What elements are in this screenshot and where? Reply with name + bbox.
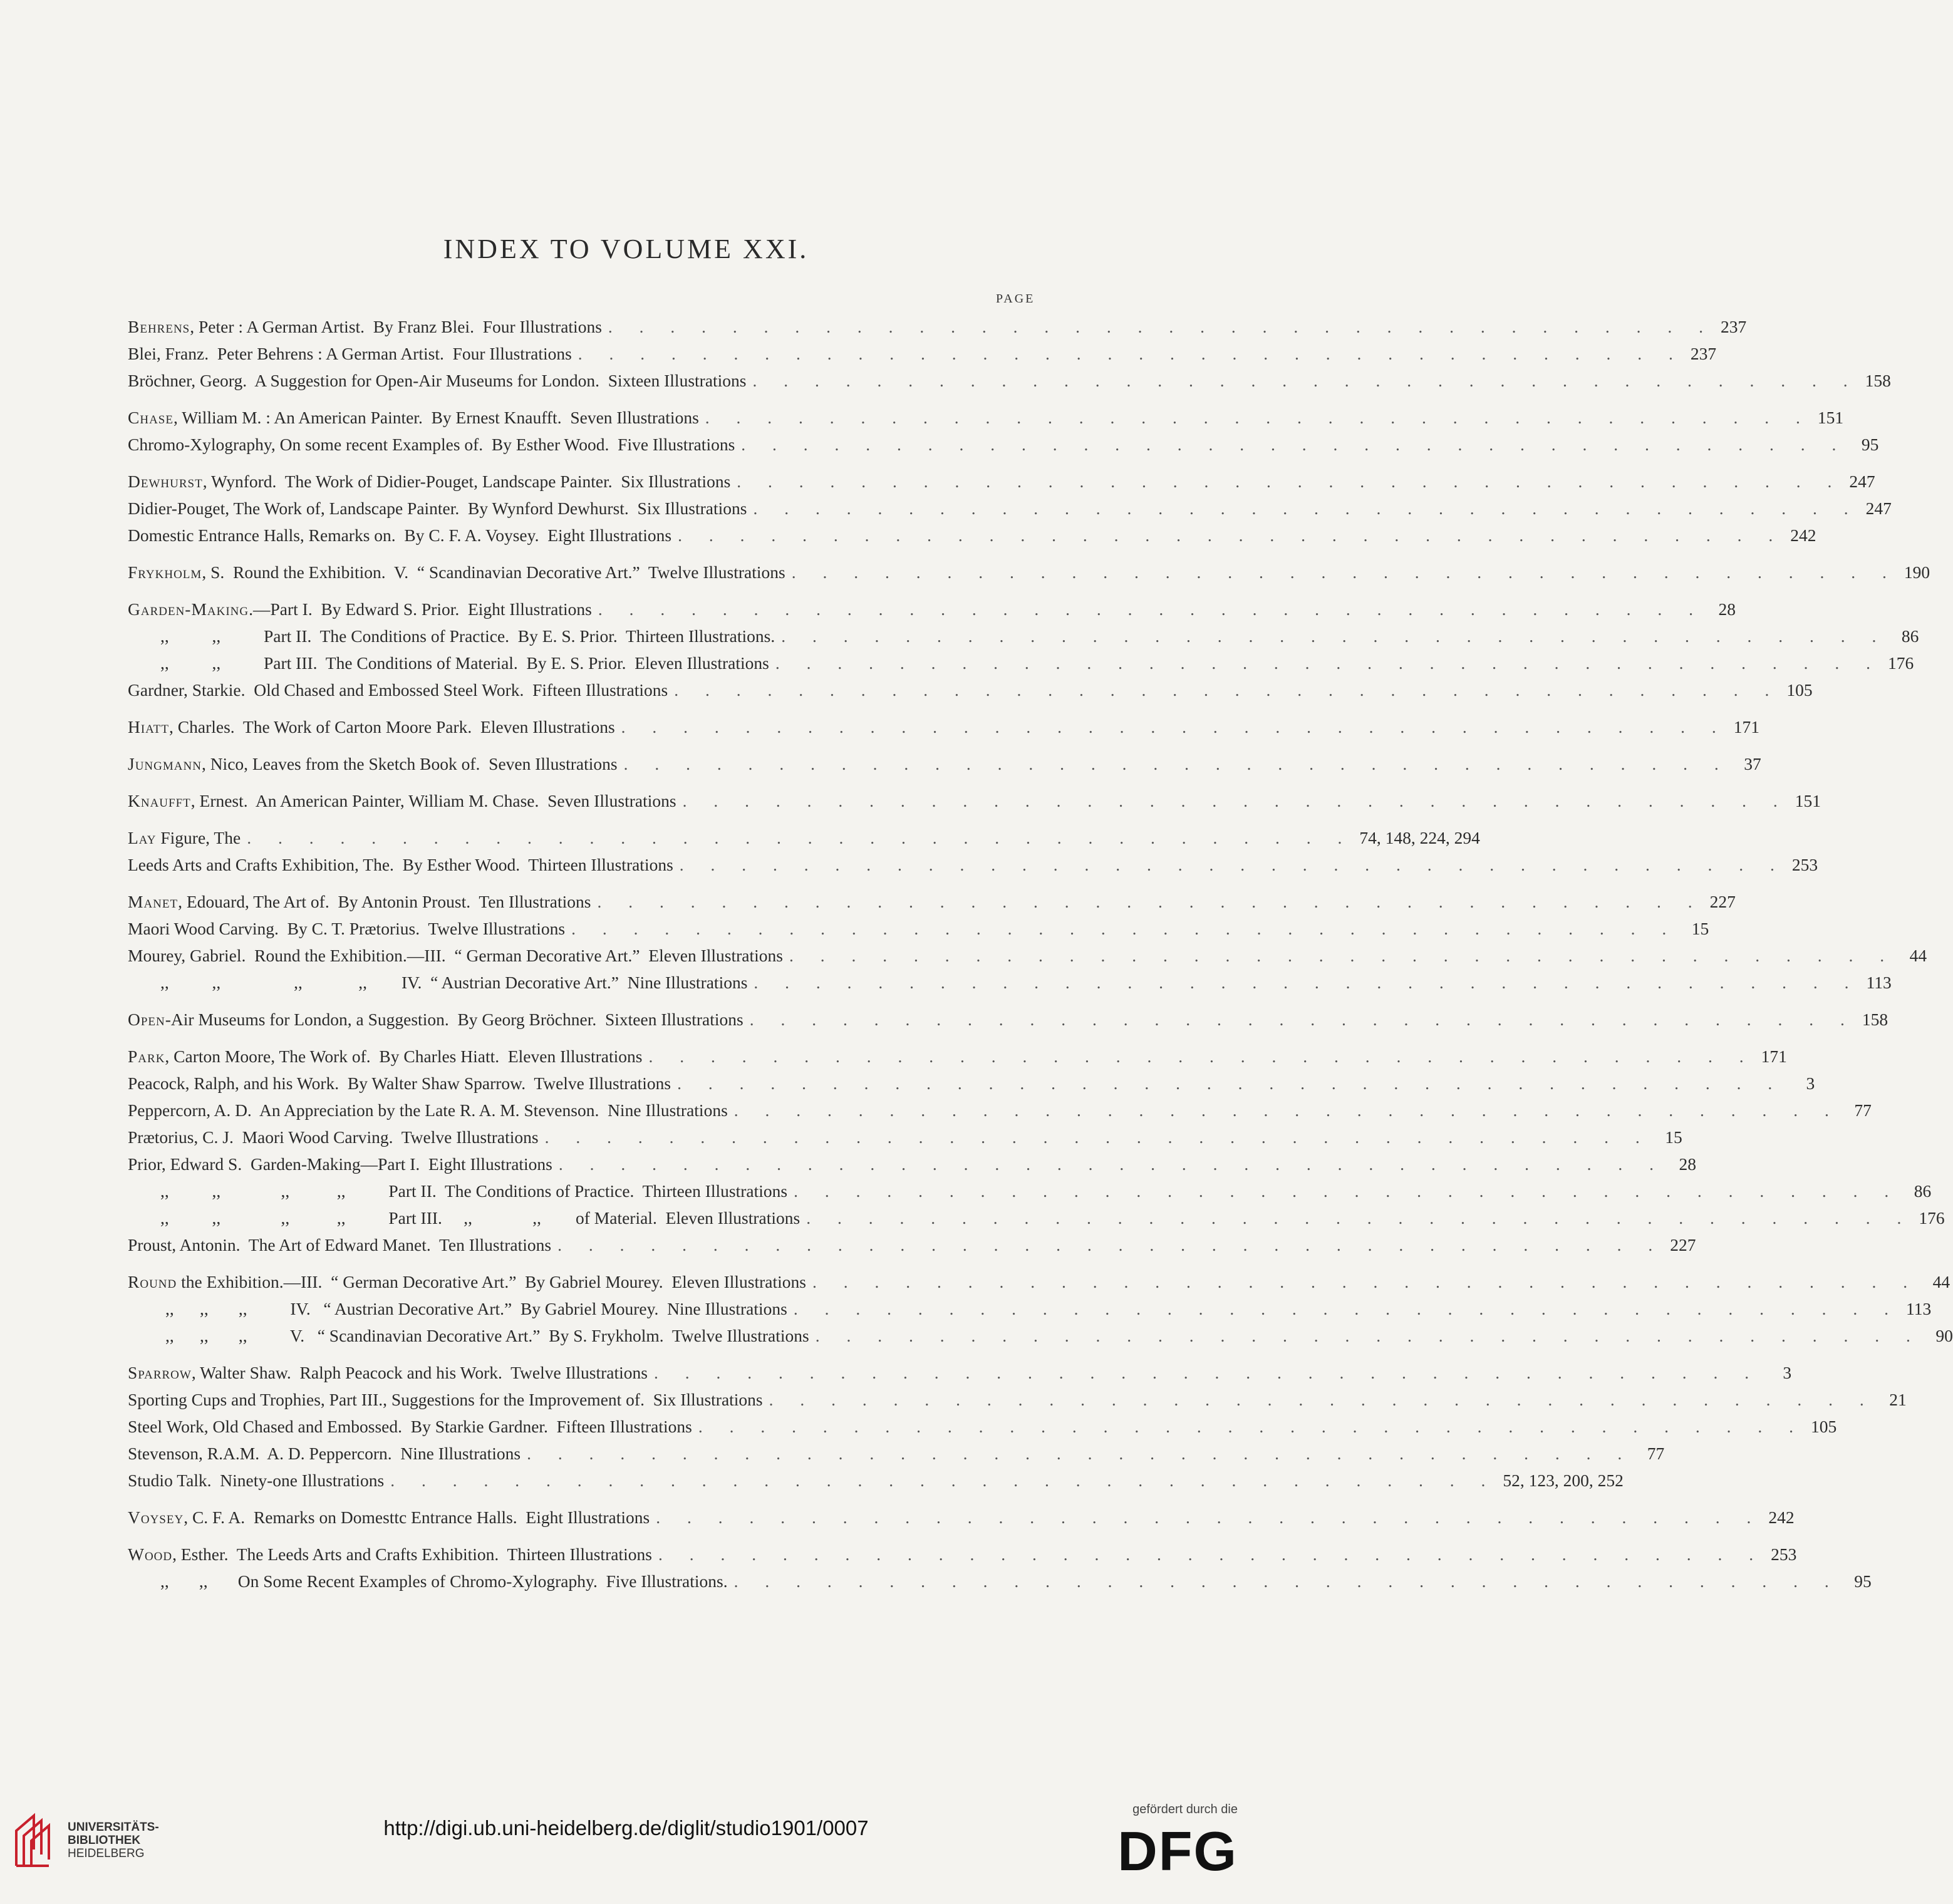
entry-text <box>128 915 565 942</box>
leader-dots: . . . . . . . . . . . . . . . . . . . . . . . . . . . . . . . . . . . . <box>769 1390 1875 1409</box>
entry-text <box>128 824 241 851</box>
leader-dots: . . . . . . . . . . . . . . . . . . . . . . . . . . . . . . . . . . . . <box>812 1272 1919 1291</box>
entry-description: Mourey, Gabriel. Round the Exhibition.—III. “ German Decorative Art.” Eleven Illustrations <box>128 946 783 965</box>
index-entry <box>128 1151 1697 1177</box>
index-entry <box>128 1043 1787 1070</box>
page-number: 237 <box>1690 344 1717 363</box>
entry-text <box>128 1231 551 1258</box>
leader-dots: . . . . . . . . . . . . . . . . . . . . . . . . . . . . . . . . . . . . <box>775 653 1882 673</box>
index-entry <box>128 1295 1932 1322</box>
leader-dots: . . . . . . . . . . . . . . . . . . . . . . . . . . . . . . . . . . . . <box>698 1417 1805 1436</box>
page-number: 176 <box>1887 653 1914 673</box>
page-number: 86 <box>1914 1181 1932 1201</box>
leader-dots: . . . . . . . . . . . . . . . . . . . . . . . . . . . . . . . . . . . . <box>608 317 1715 336</box>
entry-description: , Charles. The Work of Carton Moore Park. Eleven Illustrations <box>169 717 615 737</box>
page-number: 44 <box>1909 946 1927 965</box>
page-number: 247 <box>1849 472 1875 491</box>
entry-description: Steel Work, Old Chased and Embossed. By Starkie Gardner. Fifteen Illustrations <box>128 1417 692 1436</box>
leader-dots: . . . . . . . . . . . . . . . . . . . . . . . . . . . . . . . . . . . . <box>578 344 1684 363</box>
entry-text <box>128 1177 787 1204</box>
index-entry <box>128 1504 1795 1531</box>
page-number: 242 <box>1790 525 1816 545</box>
index-group <box>128 888 1927 996</box>
index-group <box>128 1268 1953 1349</box>
page-number: 21 <box>1889 1390 1907 1409</box>
index-entry <box>128 649 1914 676</box>
dfg-logo[interactable]: DFG <box>1117 1820 1238 1882</box>
entry-description: Peacock, Ralph, and his Work. By Walter Shaw Sparrow. Twelve Illustrations <box>128 1074 671 1093</box>
entry-text <box>128 1413 692 1440</box>
entry-description: ,, ,, Part III. The Conditions of Material. By E. S. Prior. Eleven Illustrations <box>160 653 769 673</box>
entry-description: , William M. : An American Painter. By Ernest Knaufft. Seven Illustrations <box>173 408 699 427</box>
leader-dots: . . . . . . . . . . . . . . . . . . . . . . . . . . . . . . . . . . . . <box>557 1235 1664 1255</box>
entry-description: Gardner, Starkie. Old Chased and Embossed Steel Work. Fifteen Illustrations <box>128 680 668 700</box>
index-entry <box>128 1124 1682 1151</box>
entry-text <box>128 1568 728 1595</box>
entry-heading: Frykholm <box>128 562 202 582</box>
entry-description: the Exhibition.—III. “ German Decorative Art.” By Gabriel Mourey. Eleven Illustrations <box>177 1272 806 1291</box>
entry-text <box>128 559 785 586</box>
entry-text <box>128 851 673 878</box>
leader-dots: . . . . . . . . . . . . . . . . . . . . . . . . . . . . . . . . . . . . <box>806 1208 1913 1228</box>
entry-text <box>128 649 769 676</box>
entry-text <box>128 404 699 431</box>
index-entry <box>128 1413 1837 1440</box>
page-number: 176 <box>1919 1208 1945 1228</box>
index-entry <box>128 1097 1872 1124</box>
entry-text <box>128 623 775 649</box>
index-group <box>128 824 1818 878</box>
index-group <box>128 313 1891 394</box>
entry-description: Sporting Cups and Trophies, Part III., Suggestions for the Improvement of. Six Illustrations <box>128 1390 763 1409</box>
entry-text <box>128 1097 728 1124</box>
page-number: 190 <box>1904 562 1930 582</box>
entry-description: ,, ,, ,, ,, Part III. ,, ,, of Material. Eleven Illustrations <box>160 1208 800 1228</box>
page-number: 105 <box>1810 1417 1837 1436</box>
index-entry <box>128 824 1480 851</box>
index-entries <box>128 313 1953 1605</box>
entry-text <box>128 340 572 367</box>
page-number: 95 <box>1861 435 1879 454</box>
entry-description: Proust, Antonin. The Art of Edward Manet. Ten Illustrations <box>128 1235 552 1255</box>
page-number: 77 <box>1854 1100 1872 1120</box>
entry-description: Peppercorn, A. D. An Appreciation by the Late R. A. M. Stevenson. Nine Illustrations <box>128 1100 728 1120</box>
index-entry <box>128 623 1919 649</box>
entry-text <box>128 1204 800 1231</box>
entry-heading: Manet <box>128 892 179 911</box>
entry-text <box>128 495 747 522</box>
page-number: 3 <box>1806 1074 1815 1093</box>
index-group <box>128 1043 1945 1258</box>
index-entry <box>128 313 1747 340</box>
entry-text <box>128 713 615 740</box>
entry-text <box>128 787 676 814</box>
page-number: 37 <box>1744 754 1761 773</box>
index-entry <box>128 1231 1696 1258</box>
page-number: 227 <box>1709 892 1736 911</box>
page-number: 3 <box>1783 1363 1792 1382</box>
entry-text <box>128 367 747 394</box>
leader-dots: . . . . . . . . . . . . . . . . . . . . . . . . . . . . . . . . . . . . <box>749 1010 1856 1029</box>
entry-text <box>128 888 591 915</box>
entry-text <box>128 1467 384 1494</box>
leader-dots: . . . . . . . . . . . . . . . . . . . . . . . . . . . . . . . . . . . . <box>679 855 1786 874</box>
entry-description: ,, ,, ,, ,, IV. “ Austrian Decorative Art.” Nine Illustrations <box>160 973 748 992</box>
entry-heading: Voysey <box>128 1508 184 1527</box>
leader-dots: . . . . . . . . . . . . . . . . . . . . . . . . . . . . . . . . . . . . <box>793 1299 1900 1318</box>
leader-dots: . . . . . . . . . . . . . . . . . . . . . . . . . . . . . . . . . . . . <box>781 626 1888 646</box>
index-entry <box>128 522 1816 549</box>
leader-dots: . . . . . . . . . . . . . . . . . . . . . . . . . . . . . . . . . . . . <box>527 1444 1634 1463</box>
page-number: 253 <box>1771 1544 1797 1564</box>
index-group <box>128 1504 1795 1531</box>
page-number: 15 <box>1691 919 1709 938</box>
page-number: 74, 148, 224, 294 <box>1359 828 1480 847</box>
index-entry <box>128 431 1879 458</box>
entry-text <box>128 1440 521 1467</box>
entry-heading: Jungmann <box>128 754 202 773</box>
entry-description: Didier-Pouget, The Work of, Landscape Painter. By Wynford Dewhurst. Six Illustrations <box>128 499 747 518</box>
entry-text <box>128 313 602 340</box>
entry-description: Studio Talk. Ninety-one Illustrations <box>128 1471 385 1490</box>
entry-heading: Dewhurst <box>128 472 203 491</box>
leader-dots: . . . . . . . . . . . . . . . . . . . . . . . . . . . . . . . . . . . . <box>737 472 1843 491</box>
entry-description: ,, ,, On Some Recent Examples of Chromo-Xylography. Five Illustrations. <box>160 1571 728 1591</box>
entry-description: , Esther. The Leeds Arts and Crafts Exhibition. Thirteen Illustrations <box>172 1544 652 1564</box>
index-group <box>128 596 1919 703</box>
page-number: 86 <box>1901 626 1919 646</box>
entry-heading: Wood <box>128 1544 173 1564</box>
entry-text <box>128 1541 652 1568</box>
index-entry <box>128 367 1891 394</box>
entry-text <box>128 468 730 495</box>
leader-dots: . . . . . . . . . . . . . . . . . . . . . . . . . . . . . . . . . . . . <box>621 717 1728 737</box>
entry-description: Prætorius, C. J. Maori Wood Carving. Twelve Illustrations <box>128 1127 539 1147</box>
index-entry <box>128 1568 1872 1595</box>
index-entry <box>128 750 1761 777</box>
leader-dots: . . . . . . . . . . . . . . . . . . . . . . . . . . . . . . . . . . . . <box>791 562 1898 582</box>
leader-dots: . . . . . . . . . . . . . . . . . . . . . . . . . . . . . . . . . . . . <box>794 1181 1900 1201</box>
index-entry <box>128 1070 1815 1097</box>
leader-dots: . . . . . . . . . . . . . . . . . . . . . . . . . . . . . . . . . . . . <box>677 1074 1784 1093</box>
entry-description: , Peter : A German Artist. By Franz Blei. Four Illustrations <box>190 317 602 336</box>
index-entry <box>128 1268 1950 1295</box>
index-group <box>128 713 1760 740</box>
index-group <box>128 468 1892 549</box>
leader-dots: . . . . . . . . . . . . . . . . . . . . . . . . . . . . . . . . . . . . <box>648 1047 1755 1066</box>
index-entry <box>128 888 1736 915</box>
entry-text <box>128 1124 539 1151</box>
entry-description: Leeds Arts and Crafts Exhibition, The. By Esther Wood. Thirteen Illustrations <box>128 855 673 874</box>
index-group <box>128 1006 1888 1033</box>
index-entry <box>128 713 1760 740</box>
page-column-header: PAGE <box>996 292 1035 306</box>
entry-text <box>128 1504 650 1531</box>
page-number: 247 <box>1865 499 1892 518</box>
library-name-line-1: UNIVERSITÄTS- <box>68 1821 159 1834</box>
library-name-line-2: BIBLIOTHEK <box>68 1834 141 1847</box>
index-entry <box>128 468 1875 495</box>
index-entry <box>128 942 1927 969</box>
entry-description: , S. Round the Exhibition. V. “ Scandinavian Decorative Art.” Twelve Illustrations <box>202 562 785 582</box>
source-url-link[interactable]: http://digi.ub.uni-heidelberg.de/diglit/studio1901/0007 <box>383 1816 869 1839</box>
entry-text <box>128 596 592 623</box>
entry-description: , Wynford. The Work of Didier-Pouget, Landscape Painter. Six Illustrations <box>202 472 731 491</box>
leader-dots: . . . . . . . . . . . . . . . . . . . . . . . . . . . . . . . . . . . . <box>678 525 1785 545</box>
entry-description: Maori Wood Carving. By C. T. Prætorius. Twelve Illustrations <box>128 919 566 938</box>
entry-description: Figure, The <box>156 828 241 847</box>
index-entry <box>128 676 1813 703</box>
entry-text <box>128 1151 552 1177</box>
page-number: 105 <box>1786 680 1813 700</box>
index-entry <box>128 1359 1792 1386</box>
entry-heading: Lay <box>128 828 157 847</box>
entry-description: , Edouard, The Art of. By Antonin Proust. Ten Illustrations <box>178 892 591 911</box>
entry-text <box>128 942 783 969</box>
leader-dots: . . . . . . . . . . . . . . . . . . . . . . . . . . . . . . . . . . . . <box>658 1544 1765 1564</box>
page-number: 95 <box>1854 1571 1872 1591</box>
page-number: 28 <box>1679 1154 1697 1174</box>
entry-text <box>128 676 668 703</box>
entry-description: Prior, Edward S. Garden-Making—Part I. Eight Illustrations <box>128 1154 552 1174</box>
entry-text <box>128 1043 642 1070</box>
leader-dots: . . . . . . . . . . . . . . . . . . . . . . . . . . . . . . . . . . . . <box>682 791 1789 810</box>
entry-description: , Nico, Leaves from the Sketch Book of. Seven Illustrations <box>201 754 618 773</box>
leader-dots: . . . . . . . . . . . . . . . . . . . . . . . . . . . . . . . . . . . . <box>623 754 1730 773</box>
index-group <box>128 787 1821 814</box>
entry-text <box>128 1268 806 1295</box>
entry-heading: Knaufft <box>128 791 191 810</box>
index-entry <box>128 559 1930 586</box>
page-number: 15 <box>1665 1127 1682 1147</box>
index-entry <box>128 404 1844 431</box>
entry-text <box>128 1322 809 1349</box>
entry-description: , C. F. A. Remarks on Domesttc Entrance Halls. Eight Illustrations <box>184 1508 650 1527</box>
entry-description: ,, ,, Part II. The Conditions of Practice. By E. S. Prior. Thirteen Illustrations. <box>160 626 775 646</box>
index-entry <box>128 1204 1945 1231</box>
index-group <box>128 750 1761 777</box>
entry-heading: Open <box>128 1010 165 1029</box>
leader-dots: . . . . . . . . . . . . . . . . . . . . . . . . . . . . . . . . . . . . <box>571 919 1678 938</box>
index-group <box>128 559 1930 586</box>
entry-description: Blei, Franz. Peter Behrens : A German Artist. Four Illustrations <box>128 344 572 363</box>
leader-dots: . . . . . . . . . . . . . . . . . . . . . . . . . . . . . . . . . . . . <box>733 1100 1840 1120</box>
index-group <box>128 1359 1907 1494</box>
leader-dots: . . . . . . . . . . . . . . . . . . . . . . . . . . . . . . . . . . . . <box>789 946 1896 965</box>
leader-dots: . . . . . . . . . . . . . . . . . . . . . . . . . . . . . . . . . . . . <box>653 1363 1761 1382</box>
entry-text <box>128 750 618 777</box>
leader-dots: . . . . . . . . . . . . . . . . . . . . . . . . . . . . . . . . . . . . <box>754 973 1860 992</box>
index-group <box>128 1541 1872 1595</box>
page-number: 158 <box>1862 1010 1888 1029</box>
leader-dots: . . . . . . . . . . . . . . . . . . . . . . . . . . . . . . . . . . . . <box>390 1471 1497 1490</box>
leader-dots: . . . . . . . . . . . . . . . . . . . . . . . . . . . . . . . . . . . . <box>815 1326 1922 1345</box>
index-entry <box>128 1386 1907 1413</box>
entry-description: ,, ,, ,, V. “ Scandinavian Decorative Art.” By S. Frykholm. Twelve Illustrations <box>165 1326 809 1345</box>
page-number: 151 <box>1817 408 1844 427</box>
entry-description: Stevenson, R.A.M. A. D. Peppercorn. Nine Illustrations <box>128 1444 521 1463</box>
index-entry <box>128 851 1818 878</box>
page-number: 171 <box>1761 1047 1787 1066</box>
entry-text <box>128 522 671 549</box>
leader-dots: . . . . . . . . . . . . . . . . . . . . . . . . . . . . . . . . . . . . <box>753 499 1860 518</box>
entry-text <box>128 1006 743 1033</box>
index-entry <box>128 1322 1953 1349</box>
entry-heading: Hiatt <box>128 717 170 737</box>
leader-dots: . . . . . . . . . . . . . . . . . . . . . . . . . . . . . . . . . . . . <box>674 680 1781 700</box>
entry-description: , Carton Moore, The Work of. By Charles Hiatt. Eleven Illustrations <box>165 1047 643 1066</box>
page-number: 52, 123, 200, 252 <box>1503 1471 1624 1490</box>
index-entry <box>128 1541 1797 1568</box>
page-number: 171 <box>1733 717 1760 737</box>
page-number: 113 <box>1906 1299 1932 1318</box>
index-entry <box>128 1467 1624 1494</box>
leader-dots: . . . . . . . . . . . . . . . . . . . . . . . . . . . . . . . . . . . . <box>741 435 1848 454</box>
entry-description: , Walter Shaw. Ralph Peacock and his Work. Twelve Illustrations <box>191 1363 648 1382</box>
leader-dots: . . . . . . . . . . . . . . . . . . . . . . . . . . . . . . . . . . . . <box>656 1508 1763 1527</box>
page-number: 151 <box>1795 791 1821 810</box>
page-title: INDEX TO VOLUME XXI. <box>443 234 809 264</box>
entry-description: Chromo-Xylography, On some recent Examples of. By Esther Wood. Five Illustrations <box>128 435 735 454</box>
funded-by-text: gefördert durch die <box>1132 1803 1238 1816</box>
library-name-line-3: HEIDELBERG <box>68 1847 145 1860</box>
entry-text <box>128 1070 671 1097</box>
index-entry <box>128 340 1717 367</box>
index-entry <box>128 1440 1665 1467</box>
page-number: 90 <box>1935 1326 1953 1345</box>
page-number: 237 <box>1721 317 1747 336</box>
entry-heading: Park <box>128 1047 165 1066</box>
index-entry <box>128 915 1709 942</box>
entry-description: ,, ,, ,, IV. “ Austrian Decorative Art.” By Gabriel Mourey. Nine Illustrations <box>165 1299 787 1318</box>
entry-text <box>128 431 735 458</box>
leader-dots: . . . . . . . . . . . . . . . . . . . . . . . . . . . . . . . . . . . . <box>705 408 1811 427</box>
index-entry <box>128 596 1736 623</box>
entry-heading: Round <box>128 1272 177 1291</box>
entry-description: -Air Museums for London, a Suggestion. By Georg Bröchner. Sixteen Illustrations <box>165 1010 743 1029</box>
leader-dots: . . . . . . . . . . . . . . . . . . . . . . . . . . . . . . . . . . . . <box>598 599 1704 619</box>
entry-description: ,, ,, ,, ,, Part II. The Conditions of Practice. Thirteen Illustrations <box>160 1181 788 1201</box>
entry-heading: Sparrow <box>128 1363 192 1382</box>
page-number: 242 <box>1768 1508 1795 1527</box>
entry-text <box>128 1386 763 1413</box>
page-number: 227 <box>1670 1235 1696 1255</box>
page-number: 253 <box>1791 855 1818 874</box>
leader-dots: . . . . . . . . . . . . . . . . . . . . . . . . . . . . . . . . . . . . <box>247 828 1354 847</box>
index-entry <box>128 1177 1932 1204</box>
entry-heading: Garden-Making <box>128 599 249 619</box>
entry-description: Domestic Entrance Halls, Remarks on. By C. F. A. Voysey. Eight Illustrations <box>128 525 672 545</box>
entry-description: .—Part I. By Edward S. Prior. Eight Illustrations <box>249 599 592 619</box>
index-entry <box>128 969 1892 996</box>
entry-heading: Behrens <box>128 317 190 336</box>
index-entry <box>128 787 1821 814</box>
entry-description: , Ernest. An American Painter, William M. Chase. Seven Illustrations <box>190 791 676 810</box>
leader-dots: . . . . . . . . . . . . . . . . . . . . . . . . . . . . . . . . . . . . <box>752 371 1859 390</box>
index-group <box>128 404 1879 458</box>
leader-dots: . . . . . . . . . . . . . . . . . . . . . . . . . . . . . . . . . . . . <box>597 892 1704 911</box>
entry-heading: Chase <box>128 408 174 427</box>
entry-text <box>128 1295 787 1322</box>
leader-dots: . . . . . . . . . . . . . . . . . . . . . . . . . . . . . . . . . . . . <box>733 1571 1840 1591</box>
leader-dots: . . . . . . . . . . . . . . . . . . . . . . . . . . . . . . . . . . . . <box>558 1154 1665 1174</box>
entry-text <box>128 1359 648 1386</box>
page-number: 158 <box>1865 371 1891 390</box>
page-number: 28 <box>1718 599 1736 619</box>
index-entry <box>128 495 1892 522</box>
page-number: 113 <box>1866 973 1892 992</box>
entry-description: Bröchner, Georg. A Suggestion for Open-Air Museums for London. Sixteen Illustrations <box>128 371 747 390</box>
page-number: 44 <box>1932 1272 1950 1291</box>
page-number: 77 <box>1647 1444 1665 1463</box>
leader-dots: . . . . . . . . . . . . . . . . . . . . . . . . . . . . . . . . . . . . <box>544 1127 1651 1147</box>
index-entry <box>128 1006 1888 1033</box>
entry-text <box>128 969 747 996</box>
